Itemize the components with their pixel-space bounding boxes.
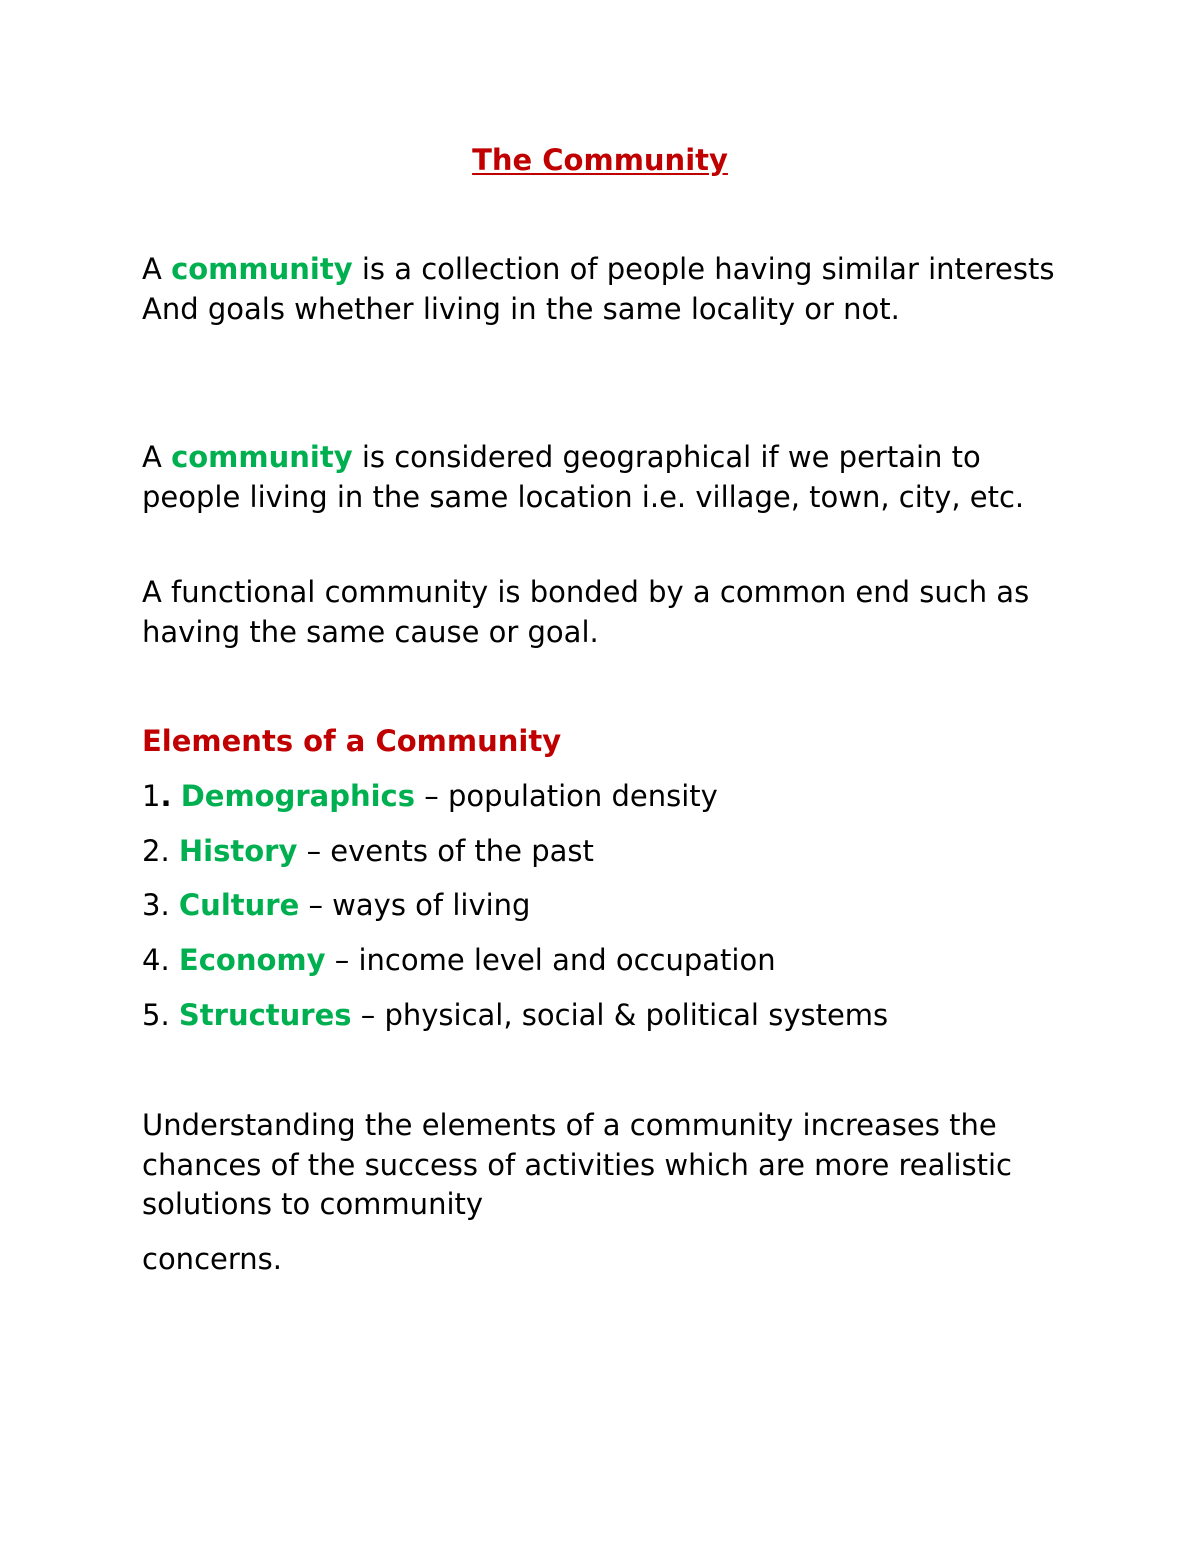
list-item-description: – physical, social & political systems — [351, 998, 889, 1032]
list-item-number: 4 — [142, 943, 161, 977]
list-item-description: – events of the past — [297, 834, 594, 868]
list-item-dot: . — [160, 998, 179, 1032]
list-item-number: 1 — [142, 779, 161, 813]
list-item-structures — [142, 995, 1142, 1035]
list-item-description: – ways of living — [299, 888, 531, 922]
paragraph-text: is considered geographical if we pertain to people living in the same location i.e. village, town, city, etc. — [142, 440, 1025, 514]
term-community: community — [171, 252, 353, 286]
list-item-description: – income level and occupation — [325, 943, 776, 977]
list-item-dot: . — [160, 888, 179, 922]
list-item-term: History — [178, 834, 298, 868]
list-item-dot: . — [160, 943, 179, 977]
list-item-term: Structures — [178, 998, 352, 1032]
list-item-term: Economy — [178, 943, 326, 977]
document-title: The Community — [472, 143, 728, 177]
list-item-history — [142, 831, 1142, 871]
list-item-dot: . — [160, 779, 172, 813]
list-item-description: – population density — [415, 779, 718, 813]
list-item-culture — [142, 885, 1142, 925]
term-community: community — [171, 440, 353, 474]
closing-paragraph: Understanding the elements of a community increases the chances of the success of activities which are more realistic solutions to community — [142, 1108, 1012, 1221]
paragraph-prefix: A — [142, 252, 172, 286]
closing-word: concerns. — [142, 1242, 282, 1276]
list-item-number: 5 — [142, 998, 161, 1032]
paragraph-text: is a collection of people having similar interests And goals whether living in the same locality or not. — [142, 252, 1055, 326]
paragraph-prefix: A — [142, 440, 172, 474]
paragraph-community-definition — [142, 250, 1072, 329]
list-item-number: 2 — [142, 834, 161, 868]
list-item-economy — [142, 940, 1142, 980]
list-item-term: Culture — [178, 888, 300, 922]
list-item-number: 3 — [142, 888, 161, 922]
paragraph-functional-community: A functional community is bonded by a common end such as having the same cause or goal. — [142, 575, 1030, 649]
elements-heading: Elements of a Community — [142, 724, 562, 758]
list-item-demographics — [142, 776, 1142, 816]
list-item-term: Demographics — [180, 779, 416, 813]
paragraph-geographical-community — [142, 438, 1072, 517]
list-item-dot: . — [160, 834, 179, 868]
